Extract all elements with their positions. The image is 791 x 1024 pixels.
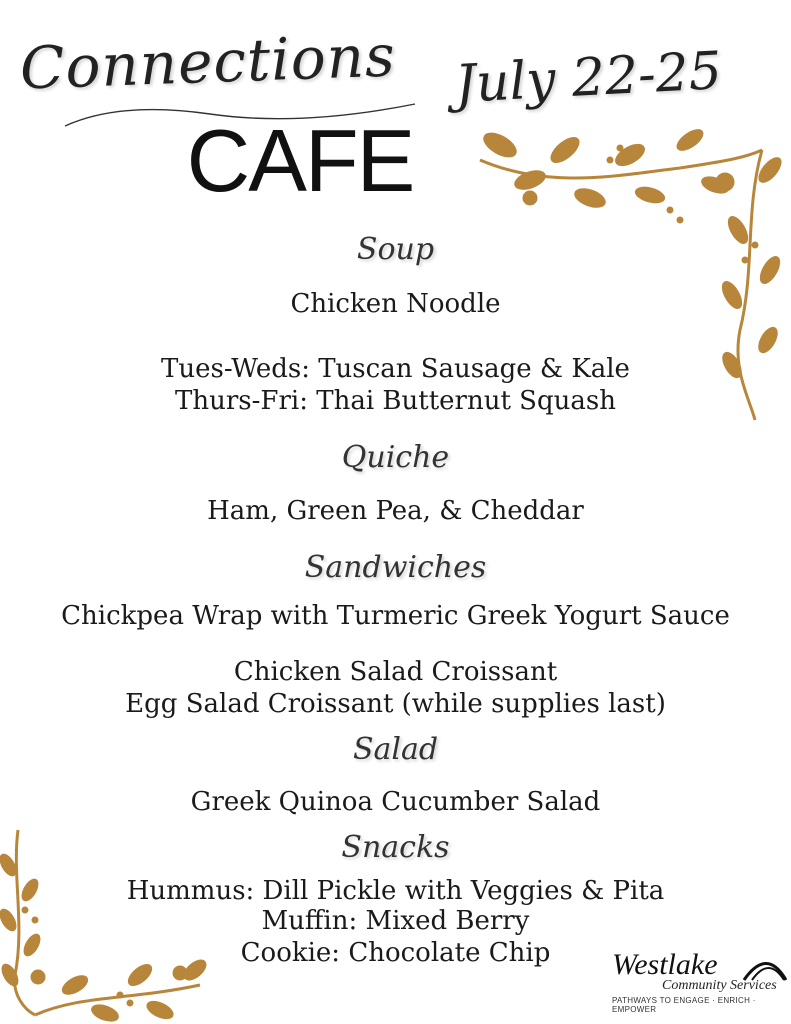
soup-heading: Soup [356, 232, 435, 267]
logo-tagline: PATHWAYS TO ENGAGE · ENRICH · EMPOWER [612, 996, 756, 1014]
menu-item-cookie: Cookie: Chocolate Chip [240, 938, 551, 968]
menu-item-thai-butternut: Thurs-Fri: Thai Butternut Squash [175, 386, 616, 416]
menu-item-hummus: Hummus: Dill Pickle with Veggies & Pita [126, 876, 665, 906]
quiche-heading: Quiche [341, 440, 450, 475]
salad-heading: Salad [352, 732, 439, 767]
menu-item-ham-quiche: Ham, Green Pea, & Cheddar [207, 496, 584, 526]
menu-item-egg-salad-croissant: Egg Salad Croissant (while supplies last) [125, 689, 666, 719]
logo-arc-icon [742, 952, 787, 982]
date-range: July 22-25 [453, 41, 724, 115]
menu-item-chicken-salad-croissant: Chicken Salad Croissant [233, 657, 558, 687]
snacks-heading: Snacks [341, 830, 450, 865]
sandwiches-heading: Sandwiches [304, 550, 487, 585]
menu-item-quinoa-salad: Greek Quinoa Cucumber Salad [190, 787, 601, 817]
connections-script-title: Connections [18, 21, 397, 103]
menu-item-muffin: Muffin: Mixed Berry [261, 906, 530, 936]
page-title: CAFE [186, 111, 414, 210]
vine-decoration-bottom-left [0, 825, 210, 1024]
westlake-logo [612, 948, 787, 1014]
menu-item-tuscan-sausage: Tues-Weds: Tuscan Sausage & Kale [161, 354, 630, 384]
logo-subtitle: Community Services [662, 978, 777, 993]
menu-item-chicken-noodle: Chicken Noodle [290, 289, 501, 319]
logo-name: Westlake [612, 948, 718, 981]
menu-item-chickpea-wrap: Chickpea Wrap with Turmeric Greek Yogurt Sauce [61, 601, 730, 631]
